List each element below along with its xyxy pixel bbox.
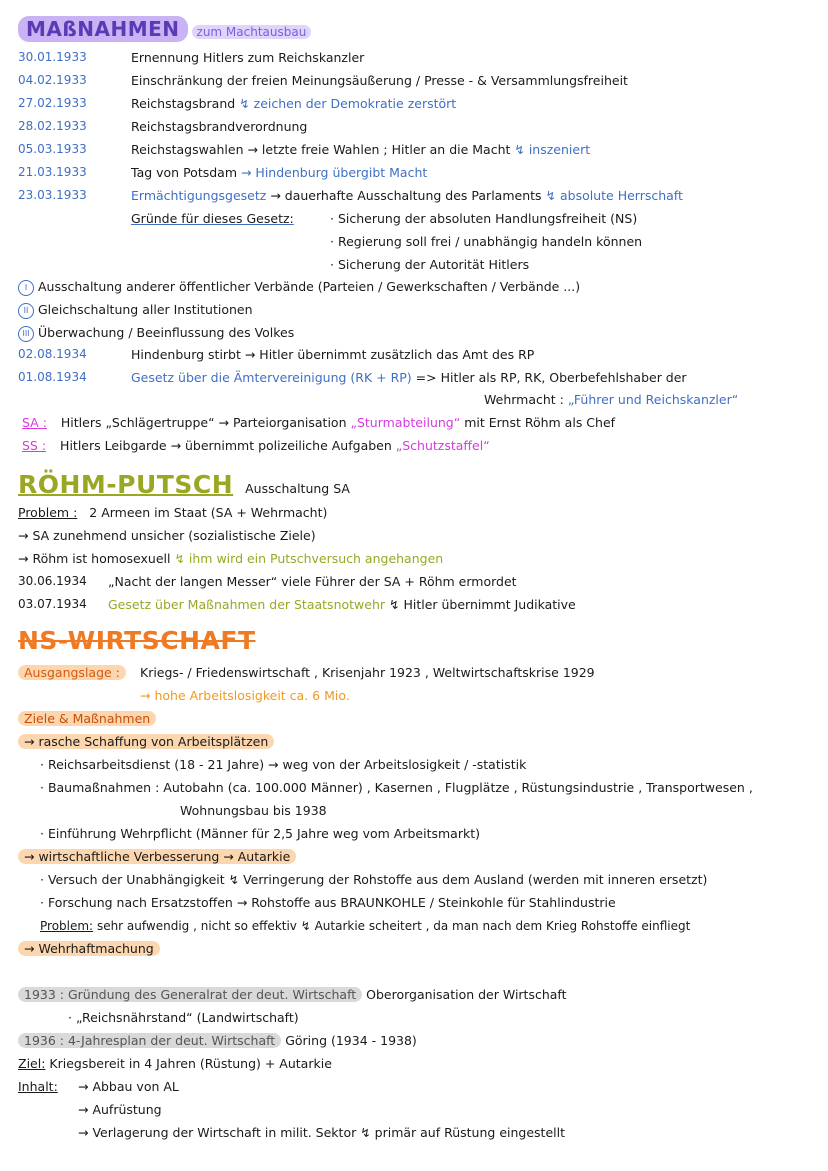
problem-label: Problem : [18,505,78,520]
g1933-sub: · „Reichsnährstand“ (Landwirtschaft) [68,1010,299,1025]
entry-date: 28.02.1933 [18,119,87,133]
entry-text: Hindenburg stirbt → Hitler übernimmt zusätzlich das Amt des RP [131,347,535,362]
wirtschaft-problem [40,917,690,935]
roman-numeral-badge: I [18,280,34,296]
g1933-line [18,986,567,1004]
ausgangslage-text: Kriegs- / Friedenswirtschaft , Krisenjahr 1923 , Weltwirtschaftskrise 1929 [140,665,595,680]
ziele-line [18,710,156,728]
roman-item [18,324,294,342]
inhalt-label [18,1078,58,1096]
roehm-line: → SA zunehmend unsicher (sozialistische Ziele) [18,528,316,543]
entry-text: Tag von Potsdam [131,165,237,180]
roehm-title: RÖHM-PUTSCH [18,470,234,499]
ss-label: SS : [22,438,47,453]
sa-label: SA : [22,415,47,430]
entry-line [484,391,738,409]
entry-date: 04.02.1933 [18,73,87,87]
ziel-heading: → Wehrhaftmachung [18,941,160,956]
ziel-item: · Einführung Wehrpflicht (Männer für 2,5 Jahre weg vom Arbeitsmarkt) [40,826,480,841]
entry-text: ↯ Hitler übernimmt Judikative [389,597,576,612]
ziele-label: Ziele & Maßnahmen [18,711,156,726]
roman-item [18,278,580,296]
ziel-item: · Baumaßnahmen : Autobahn (ca. 100.000 Männer) , Kasernen , Flugplätze , Rüstungsindustrie , Transportwesen , [40,780,753,795]
entry-text: Reichstagswahlen → letzte freie Wahlen ; Hitler an die Macht [131,142,511,157]
roehm-line-note: ↯ ihm wird ein Putschversuch angehangen [174,551,444,566]
entry-highlight: Ermächtigungsgesetz [131,188,267,203]
sa-name: „Sturmabteilung“ [350,415,461,430]
entry-text: Reichstagsbrand [131,96,236,111]
gruende-label: Gründe für dieses Gesetz: [131,211,294,226]
massnahmen-subtitle: zum Machtausbau [192,25,312,39]
ziel-item: · Reichsarbeitsdienst (18 - 21 Jahre) → weg von der Arbeitslosigkeit / -statistik [40,757,527,772]
entry-line [131,95,456,113]
sa-line [22,414,615,432]
entry-date: 21.03.1933 [18,165,87,179]
ziel-line [18,940,160,958]
roman-item-text: Überwachung / Beeinflussung des Volkes [38,325,295,340]
entry-highlight: Gesetz über die Ämtervereinigung (RK + RP) [131,370,412,385]
entry-date: 27.02.1933 [18,96,87,110]
entry-note: ↯ inszeniert [514,142,591,157]
problem-text: sehr aufwendig , nicht so effektiv ↯ Autarkie scheitert , da man nach dem Krieg Rohstoffe einfliegt [96,919,691,933]
entry-text: Wehrmacht : [484,392,564,407]
ausgangslage-text: → hohe Arbeitslosigkeit ca. 6 Mio. [140,688,350,703]
ziel-heading: → wirtschaftliche Verbesserung → Autarkie [18,849,296,864]
entry-line [108,596,576,614]
roman-item-text: Ausschaltung anderer öffentlicher Verbände (Parteien / Gewerkschaften / Verbände ...) [38,279,581,294]
entry-date: 30.01.1933 [18,50,87,64]
sa-text: Hitlers „Schlägertruppe“ → Parteiorganisation [60,415,347,430]
roehm-line [18,550,443,568]
entry-date: 02.08.1934 [18,347,87,361]
entry-line [131,369,687,387]
entry-text: Reichstagsbrandverordnung [131,119,308,134]
entry-text: „Nacht der langen Messer“ viele Führer der SA + Röhm ermordet [108,574,517,589]
massnahmen-title: MAßNAHMEN [18,16,188,42]
ziel-line [18,733,274,751]
ziel-item: · Versuch der Unabhängigkeit ↯ Verringerung der Rohstoffe aus dem Ausland (werden mit inneren ersetzt) [40,872,708,887]
roman-numeral-badge: II [18,303,34,319]
ziel-line [18,1055,332,1073]
ziel-label: Ziel: [18,1056,46,1071]
entry-line [131,141,590,159]
wirtschaft-title: NS-WIRTSCHAFT [18,626,256,655]
ziel-heading: → rasche Schaffung von Arbeitsplätzen [18,734,274,749]
ziel-line [18,848,296,866]
ausgangslage-label: Ausgangslage : [18,665,126,680]
entry-date: 05.03.1933 [18,142,87,156]
gruende-item: · Sicherung der Autorität Hitlers [330,257,530,272]
entry-highlight: „Führer und Reichskanzler“ [567,392,739,407]
problem-text: 2 Armeen im Staat (SA + Wehrmacht) [89,505,328,520]
entry-note: ↯ zeichen der Demokratie zerstört [239,96,457,111]
entry-text: Ernennung Hitlers zum Reichskanzler [131,50,365,65]
inhalt-item: → Verlagerung der Wirtschaft in milit. Sektor ↯ primär auf Rüstung eingestellt [78,1125,565,1140]
inhalt-item: → Aufrüstung [78,1102,162,1117]
g1933-highlight: 1933 : Gründung des Generalrat der deut. Wirtschaft [18,987,362,1002]
inhalt-item: → Abbau von AL [78,1079,179,1094]
inhalt-label-text: Inhalt: [18,1079,58,1094]
ss-name: „Schutzstaffel“ [395,438,490,453]
entry-note: ↯ absolute Herrschaft [545,188,683,203]
roman-item [18,301,253,319]
entry-line [131,187,683,205]
ziel-text: Kriegsbereit in 4 Jahren (Rüstung) + Autarkie [49,1056,332,1071]
ziel-item: · Forschung nach Ersatzstoffen → Rohstoffe aus BRAUNKOHLE / Steinkohle für Stahlindustrie [40,895,616,910]
entry-date: 03.07.1934 [18,597,87,611]
g1936-highlight: 1936 : 4-Jahresplan der deut. Wirtschaft [18,1033,281,1048]
entry-note: → Hindenburg übergibt Macht [240,165,428,180]
entry-text: Einschränkung der freien Meinungsäußerung / Presse - & Versammlungsfreiheit [131,73,628,88]
sa-rest: mit Ernst Röhm als Chef [464,415,616,430]
roehm-line-text: → Röhm ist homosexuell [18,551,171,566]
roman-numeral-badge: III [18,326,34,342]
roehm-problem [18,504,327,522]
g1936-line [18,1032,417,1050]
entry-date: 01.08.1934 [18,370,87,384]
entry-line [131,164,427,182]
roman-item-text: Gleichschaltung aller Institutionen [38,302,253,317]
ziel-item: Wohnungsbau bis 1938 [180,803,327,818]
entry-highlight: Gesetz über Maßnahmen der Staatsnotwehr [108,597,386,612]
massnahmen-heading [18,16,311,45]
entry-date: 30.06.1934 [18,574,87,588]
ausgangslage-line [18,664,126,682]
g1933-text: Oberorganisation der Wirtschaft [366,987,567,1002]
g1936-text: Göring (1934 - 1938) [285,1033,417,1048]
roehm-subtitle: Ausschaltung SA [245,481,350,496]
ss-line [22,437,490,455]
entry-date: 23.03.1933 [18,188,87,202]
problem-label: Problem: [40,919,94,933]
ss-text: Hitlers Leibgarde → übernimmt polizeiliche Aufgaben [60,438,392,453]
gruende-item: · Sicherung der absoluten Handlungsfreiheit (NS) [330,211,638,226]
gruende-item: · Regierung soll frei / unabhängig handeln können [330,234,643,249]
entry-text: => Hitler als RP, RK, Oberbefehlshaber der [415,370,687,385]
wirtschaft-heading [18,626,256,660]
roehm-heading [18,470,350,504]
entry-text: → dauerhafte Ausschaltung des Parlaments [270,188,542,203]
